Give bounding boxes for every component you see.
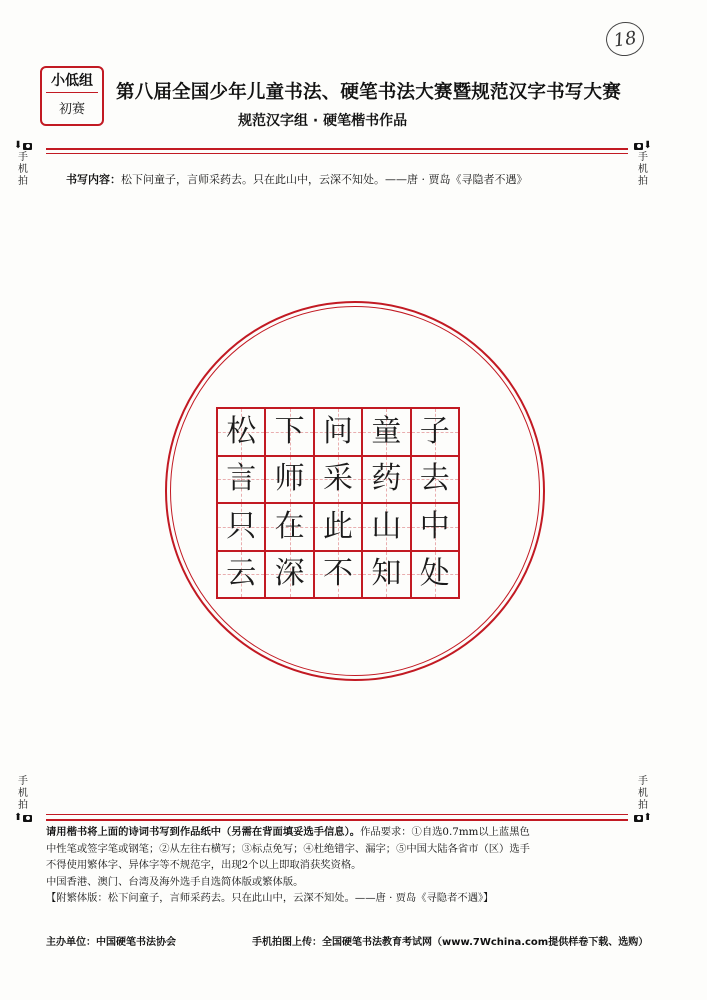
top-right-marker [634, 140, 652, 188]
grid-cell [362, 408, 410, 456]
grid-cell [265, 503, 313, 551]
grid-char: 山 [371, 508, 402, 544]
grid-char: 不 [322, 556, 353, 592]
grid-char: 采 [322, 461, 353, 497]
organizer-text: 主办单位：中国硬笔书法协会 [46, 937, 176, 948]
grid-char: 知 [371, 556, 402, 592]
marker-char: 手 [18, 152, 28, 163]
grid-cell [265, 408, 313, 456]
page-title: 第八届全国少年儿童书法、硬笔书法大赛暨规范汉字书写大赛 [116, 82, 621, 103]
marker-char: 拍 [638, 800, 648, 811]
marker-char: 机 [638, 788, 648, 799]
grid-cell [265, 551, 313, 599]
page-subtitle: 规范汉字组 · 硬笔楷书作品 [238, 113, 408, 129]
top-red-rule [46, 148, 628, 150]
group-divider [46, 92, 98, 93]
page-number: 18 [612, 27, 638, 51]
grid-cell [314, 551, 362, 599]
content-line [66, 171, 626, 187]
content-label: 书写内容： [66, 173, 121, 186]
grid-char: 去 [419, 461, 450, 497]
instruction-lead: 请用楷书将上面的诗词书写到作品纸中（另需在背面填妥选手信息）。 [46, 826, 361, 838]
grid-cell [314, 503, 362, 551]
top-red-rule-thin [46, 153, 628, 154]
grid-cell [411, 408, 459, 456]
grid-char: 此 [322, 508, 353, 544]
grid-char: 言 [226, 461, 257, 497]
marker-char: 拍 [18, 800, 28, 811]
content-text: 松下问童子，言师采药去。只在此山中，云深不知处。——唐 · 贾岛《寻隐者不遇》 [121, 173, 528, 186]
grid-char: 处 [419, 556, 450, 592]
marker-char: 手 [638, 776, 648, 787]
instruction-line: 【附繁体版：松下问童子，言师采药去。只在此山中，云深不知处。——唐 · 贾岛《寻隐者不遇》】 [46, 892, 494, 904]
group-stamp-box [40, 66, 104, 126]
grid-cell [362, 503, 410, 551]
grid-cell [217, 456, 265, 504]
grid-cell [217, 408, 265, 456]
grid-cell [411, 503, 459, 551]
grid-cell [362, 551, 410, 599]
bottom-right-marker [634, 776, 652, 824]
bottom-left-marker [14, 776, 32, 824]
instruction-line: 不得使用繁体字、异体字等不规范字，出现2个以上即取消获奖资格。 [46, 859, 362, 871]
arrow-down-icon: ⬇ [14, 140, 23, 151]
instruction-line: 中国香港、澳门、台湾及海外选手自选简体版或繁体版。 [46, 875, 304, 888]
grid-char: 童 [371, 413, 402, 449]
grid-cell [217, 551, 265, 599]
camera-icon [23, 143, 32, 150]
grid-char: 子 [419, 413, 450, 449]
grid-cell [411, 456, 459, 504]
top-left-marker [14, 140, 32, 188]
marker-char: 拍 [638, 176, 648, 187]
grid-char: 问 [322, 413, 353, 449]
grid-char: 中 [419, 508, 450, 544]
arrow-down-icon: ⬇ [643, 140, 652, 151]
grid-char: 深 [274, 556, 305, 592]
grid-char: 下 [274, 413, 305, 449]
grid-char: 师 [274, 461, 305, 497]
character-grid [216, 407, 460, 599]
marker-char: 机 [18, 788, 28, 799]
instruction-line: 中性笔或签字笔或钢笔；②从左往右横写；③标点免写；④杜绝错字、漏字；⑤中国大陆各省市（区）选手 [46, 842, 530, 855]
group-label: 小低组 [51, 73, 93, 89]
grid-char: 只 [226, 508, 257, 544]
marker-char: 拍 [18, 176, 28, 187]
upload-text: 手机拍图上传：全国硬笔书法教育考试网（www.7Wchina.com提供样卷下载、选购） [252, 937, 649, 948]
grid-cell [314, 456, 362, 504]
page-number-circle [604, 20, 646, 59]
stage-label: 初赛 [58, 102, 85, 117]
camera-icon [634, 815, 643, 822]
grid-char: 松 [226, 413, 257, 449]
marker-char: 手 [18, 776, 28, 787]
marker-char: 手 [638, 152, 648, 163]
instruction-requirements: 作品要求：①自选0.7mm以上蓝黑色 [360, 826, 530, 838]
arrow-up-icon: ⬆ [643, 812, 652, 823]
grid-cell [362, 456, 410, 504]
grid-cell [411, 551, 459, 599]
grid-char: 云 [226, 556, 257, 592]
arrow-up-icon: ⬆ [14, 812, 23, 823]
instructions-block [46, 824, 646, 907]
marker-char: 机 [638, 164, 648, 175]
grid-char: 在 [274, 508, 305, 544]
grid-char: 药 [371, 461, 402, 497]
grid-cell [265, 456, 313, 504]
camera-icon [23, 815, 32, 822]
camera-icon [634, 143, 643, 150]
instruction-line [46, 824, 646, 841]
marker-char: 机 [18, 164, 28, 175]
bottom-red-rule [46, 819, 628, 821]
grid-cell [217, 503, 265, 551]
grid-cell [314, 408, 362, 456]
bottom-red-rule-thin [46, 814, 628, 815]
